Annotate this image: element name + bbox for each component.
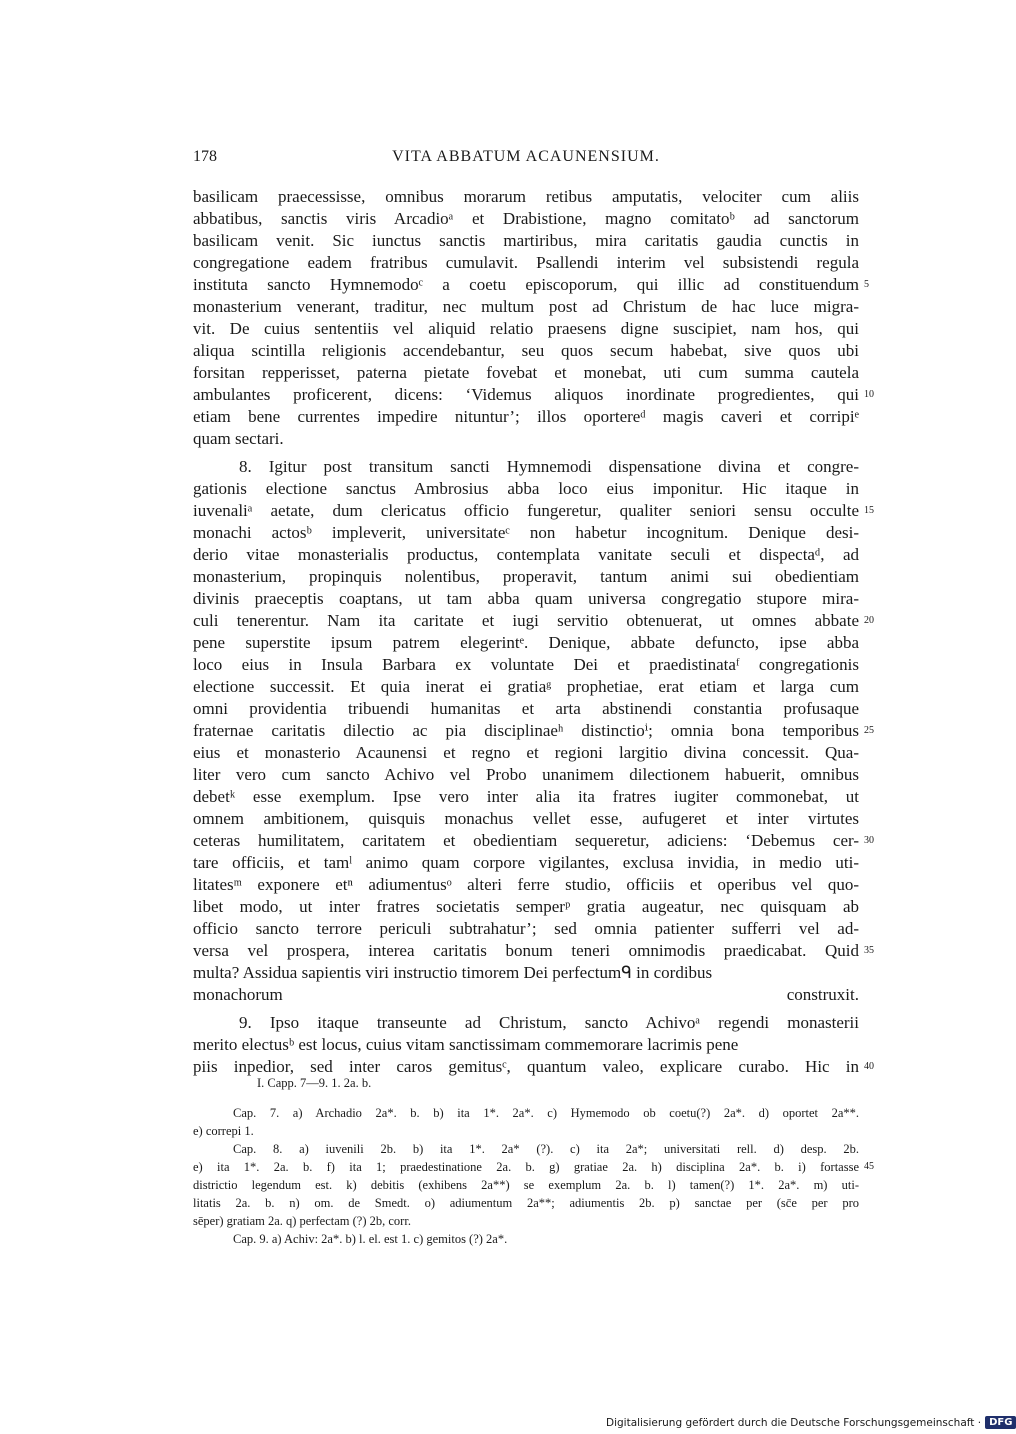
footnote-line: Cap. 8. a) iuvenili 2b. b) ita 1*. 2a* (?). c) ita 2a*; universitati rell. d) desp. 2b. bbox=[233, 1142, 859, 1156]
line-number: 20 bbox=[864, 615, 874, 626]
footnote-line: districtio legendum est. k) debitis (exhibens 2a**) se exemplum 2a. b. l) tamen(?) 1*. 2a*. m) uti- bbox=[193, 1178, 859, 1192]
text-line: divinis praeceptis coaptans, ut tam abba quam universa congregatio stupore mira- bbox=[193, 589, 859, 608]
text-line: quam sectari. bbox=[193, 429, 284, 448]
text-line: officio sancto terrore periculi subtrahatur’; sed omnia patienter sufferri vel ad- bbox=[193, 919, 859, 938]
text-line: ambulantes proficerent, dicens: ‘Videmus aliquos inordinate progredientes, qui bbox=[193, 385, 859, 404]
text-line: merito electusᵇ est locus, cuius vitam sanctissimam commemorare lacrimis pene bbox=[193, 1035, 739, 1054]
line-number: 30 bbox=[864, 835, 874, 846]
footnote-line: e) ita 1*. 2a. b. f) ita 1; praedestinatione 2a. b. g) gratiae 2a. h) disciplina 2a*. b. i) fortasse bbox=[193, 1160, 859, 1174]
text-line: electione successit. Et quia inerat ei gratiaᵍ prophetiae, erat etiam et larga cum bbox=[193, 677, 859, 696]
text-line: etiam bene currentes impedire nituntur’; illos oportereᵈ magis caveri et corripiᵉ bbox=[193, 407, 859, 426]
text-line: tare officiis, et tamˡ animo quam corpore vigilantes, exclusa invidia, in medio uti- bbox=[193, 853, 859, 872]
text-line: congregatione eadem fratribus cumulavit. Psallendi interim vel subsistendi regula bbox=[193, 253, 859, 272]
line-number: 5 bbox=[864, 279, 869, 290]
digitization-footer bbox=[606, 1416, 1016, 1429]
text-line: eius et monasterio Acaunensi et regno et regioni largitio divina concessit. Qua- bbox=[193, 743, 859, 762]
footer-text: Digitalisierung gefördert durch die Deutsche Forschungsgemeinschaft · bbox=[606, 1416, 982, 1429]
text-line: monachorum construxit. bbox=[193, 985, 859, 1004]
text-line: omnem ambitionem, quisquis monachus vellet esse, aufugeret et inter virtutes bbox=[193, 809, 859, 828]
text-line: iuvenaliᵃ aetate, dum clericatus officio fungeretur, qualiter seniori sensu occulte bbox=[193, 501, 859, 520]
text-line: basilicam praecessisse, omnibus morarum retibus amputatis, velociter cum aliis bbox=[193, 187, 859, 206]
page-header bbox=[193, 148, 859, 172]
text-line: piis inpedior, sed inter caros gemitusᶜ, quantum valeo, explicare curabo. Hic in bbox=[193, 1057, 859, 1076]
footnote-line: e) correpi 1. bbox=[193, 1124, 254, 1138]
footnote-line: sēper) gratiam 2a. q) perfectam (?) 2b, corr. bbox=[193, 1214, 411, 1228]
line-number: 40 bbox=[864, 1061, 874, 1072]
line-number: 15 bbox=[864, 505, 874, 516]
text-line: debetᵏ esse exemplum. Ipse vero inter alia ita fratres iugiter commonebat, ut bbox=[193, 787, 859, 806]
text-line: versa vel prospera, interea caritatis bonum teneri omnimodis praedicabat. Quid bbox=[193, 941, 859, 960]
footnote-line: Cap. 9. a) Achiv: 2a*. b) l. el. est 1. c) gemitos (?) 2a*. bbox=[233, 1232, 508, 1246]
line-number: 10 bbox=[864, 389, 874, 400]
text-line: basilicam venit. Sic iunctus sanctis martiribus, mira caritatis gaudia cunctis in bbox=[193, 231, 859, 250]
footnote-line-number: 45 bbox=[864, 1161, 874, 1172]
text-line: derio vitae monasterialis productus, contemplata vanitate seculi et dispectaᵈ, ad bbox=[193, 545, 859, 564]
text-line: forsitan repperisset, paterna pietate fovebat et monebat, uti cum summa cautela bbox=[193, 363, 859, 382]
footnote-line: litatis 2a. b. n) om. de Smedt. o) adiumentum 2a**; adiumentis 2b. p) sanctae per (sc̄e per pro bbox=[193, 1196, 859, 1210]
text-line: omni providentia tribuendi humanitas et arta abstinendi constantia profusaque bbox=[193, 699, 859, 718]
dfg-logo: DFG bbox=[985, 1416, 1016, 1429]
page-number: 178 bbox=[193, 148, 217, 165]
text-line: culi tenerentur. Nam ita caritate et iugi servitio obtenuerat, ut omnes abbate bbox=[193, 611, 859, 630]
text-line: liter vero cum sancto Achivo vel Probo unanimem dilectionem habuerit, omnibus bbox=[193, 765, 859, 784]
text-line: vit. De cuius sententiis vel aliquid relatio praesens digne suscipiet, nam hos, qui bbox=[193, 319, 859, 338]
text-line: fraternae caritatis dilectio ac pia disciplinaeʰ distinctioⁱ; omnia bona temporibus bbox=[193, 721, 859, 740]
running-title: VITA ABBATUM ACAUNENSIUM. bbox=[392, 148, 660, 165]
text-line: abbatibus, sanctis viris Arcadioᵃ et Drabistione, magno comitatoᵇ ad sanctorum bbox=[193, 209, 859, 228]
line-number: 25 bbox=[864, 725, 874, 736]
footnote-line: I. Capp. 7—9. 1. 2a. b. bbox=[257, 1076, 372, 1090]
text-line: aliqua scintilla religionis accendebantur, seu quos secum habebat, sive quos ubi bbox=[193, 341, 859, 360]
text-line: monasterium, propinquis nolentibus, properavit, tantum animi sui obedientiam bbox=[193, 567, 859, 586]
line-number: 35 bbox=[864, 945, 874, 956]
text-line: pene superstite ipsum patrem elegerintᵉ. Denique, abbate defuncto, ipse abba bbox=[193, 633, 859, 652]
text-line: multa? Assidua sapientis viri instructio timorem Dei perfectumᑫ in cordibus bbox=[193, 963, 713, 982]
text-line: loco eius in Insula Barbara ex voluntate Dei et praedistinataᶠ congregationis bbox=[193, 655, 859, 674]
text-line: monasterium venerant, traditur, nec multum post ad Christum de hac luce migra- bbox=[193, 297, 859, 316]
text-line: instituta sancto Hymnemodoᶜ a coetu episcoporum, qui illic ad constituendum bbox=[193, 275, 859, 294]
text-line: 9. Ipso itaque transeunte ad Christum, sancto Achivoᵃ regendi monasterii bbox=[239, 1013, 859, 1032]
text-line: 8. Igitur post transitum sancti Hymnemodi dispensatione divina et congre- bbox=[239, 457, 859, 476]
text-line: litatesᵐ exponere etⁿ adiumentusᵒ alteri ferre studio, officiis et operibus vel quo- bbox=[193, 875, 859, 894]
text-line: libet modo, ut inter fratres societatis semperᵖ gratia augeatur, nec quisquam ab bbox=[193, 897, 859, 916]
footnote-line: Cap. 7. a) Archadio 2a*. b. b) ita 1*. 2a*. c) Hymemodo ob coetu(?) 2a*. d) oportet 2a**. bbox=[233, 1106, 859, 1120]
text-line: monachi actosᵇ impleverit, universitateᶜ non habetur incognitum. Denique desi- bbox=[193, 523, 859, 542]
text-line: ceteras humilitatem, caritatem et obedientiam sequeretur, adiciens: ‘Debemus cer- bbox=[193, 831, 859, 850]
text-line: gationis electione sanctus Ambrosius abba loco eius imponitur. Hic itaque in bbox=[193, 479, 859, 498]
